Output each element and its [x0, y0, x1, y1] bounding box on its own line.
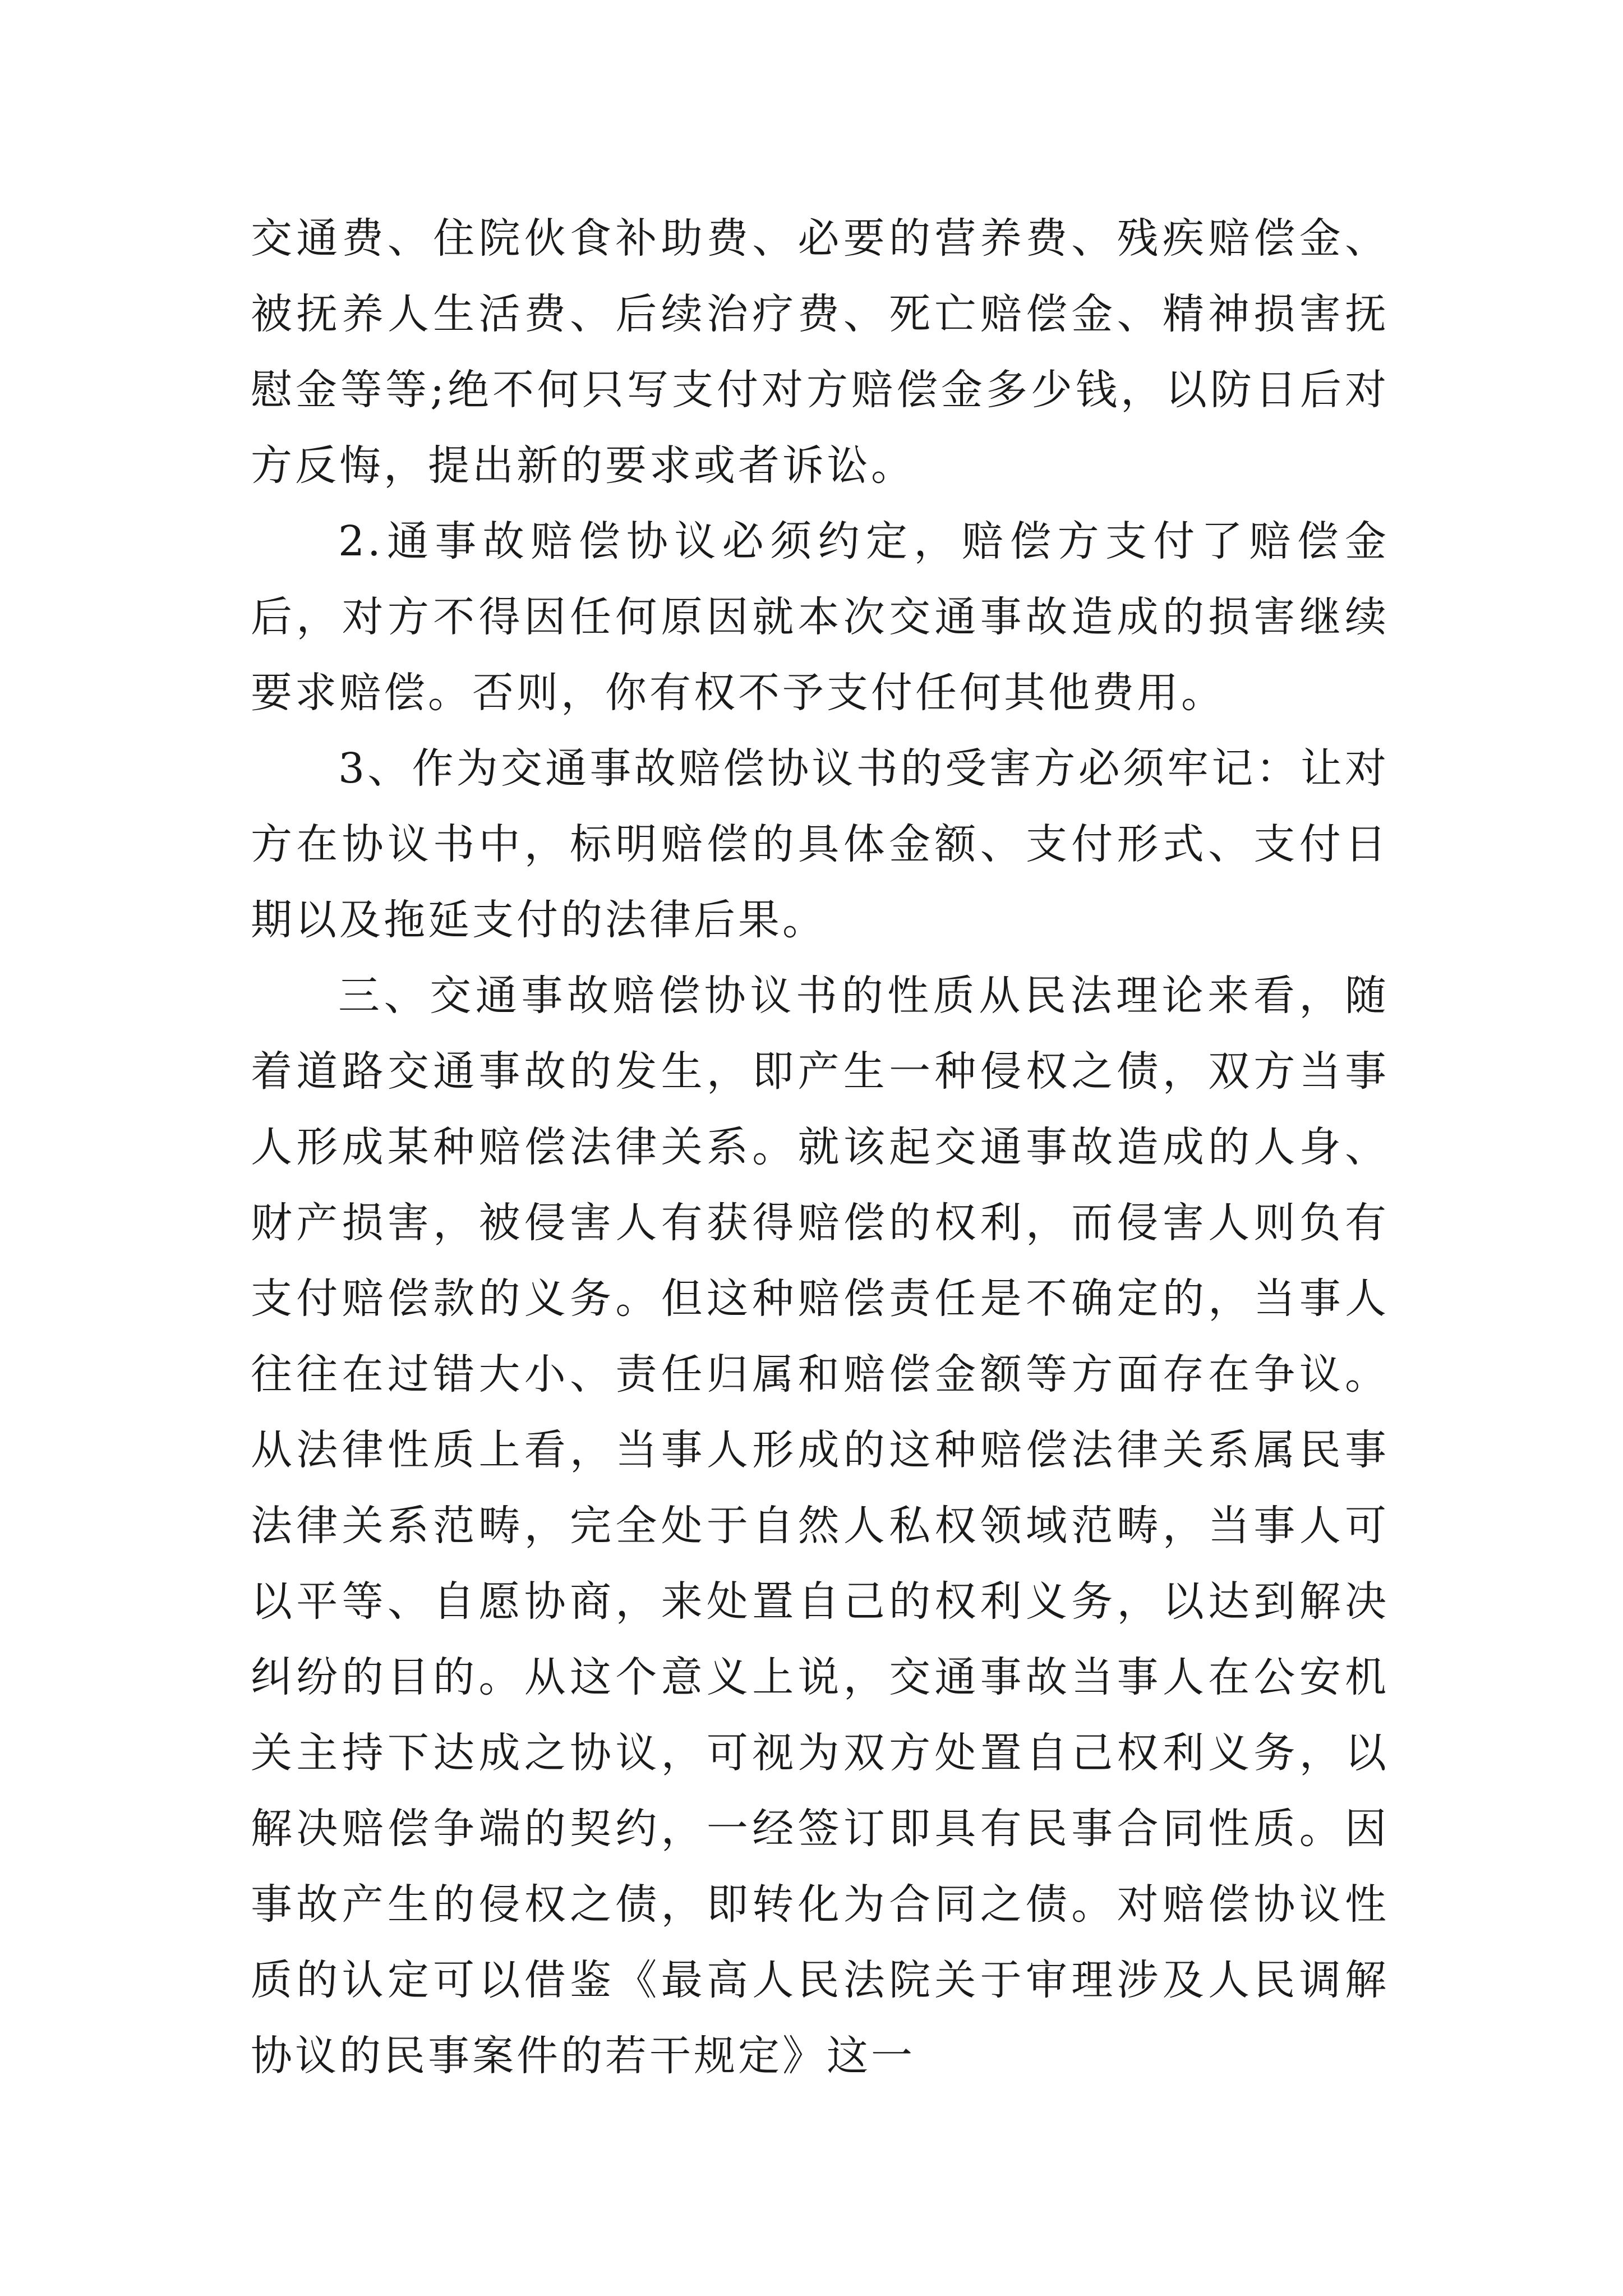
document-body — [251, 201, 1389, 2094]
paragraph-item-3: 3、作为交通事故赔偿协议书的受害方必须牢记：让对方在协议书中，标明赔偿的具体金额、支付形式、支付日期以及拖延支付的法律后果。 — [251, 744, 1389, 944]
paragraph-continued: 交通费、住院伙食补助费、必要的营养费、残疾赔偿金、被抚养人生活费、后续治疗费、死亡赔偿金、精神损害抚慰金等等;绝不何只写支付对方赔偿金多少钱，以防日后对方反悔，提出新的要求或者诉讼。 — [251, 214, 1389, 490]
paragraph-item-2: 2.通事故赔偿协议必须约定，赔偿方支付了赔偿金后，对方不得因任何原因就本次交通事故造成的损害继续要求赔偿。否则，你有权不予支付任何其他费用。 — [251, 517, 1389, 717]
paragraph-section-3: 三、交通事故赔偿协议书的性质从民法理论来看，随着道路交通事故的发生，即产生一种侵权之债，双方当事人形成某种赔偿法律关系。就该起交通事故造成的人身、财产损害，被侵害人有获得赔偿的权利，而侵害人则负有支付赔偿款的义务。但这种赔偿责任是不确定的，当事人往往在过错大小、责任归属和赔偿金额等方面存在争议。从法律性质上看，当事人形成的这种赔偿法律关系属民事法律关系范畴，完全处于自然人私权领域范畴，当事人可以平等、自愿协商，来处置自己的权利义务，以达到解决纠纷的目的。从这个意义上说，交通事故当事人在公安机关主持下达成之协议，可视为双方处置自己权利义务，以解决赔偿争端的契约，一经签订即具有民事合同性质。因事故产生的侵权之债，即转化为合同之债。对赔偿协议性质的认定可以借鉴《最高人民法院关于审理涉及人民调解协议的民事案件的若干规定》这一 — [251, 972, 1389, 2080]
